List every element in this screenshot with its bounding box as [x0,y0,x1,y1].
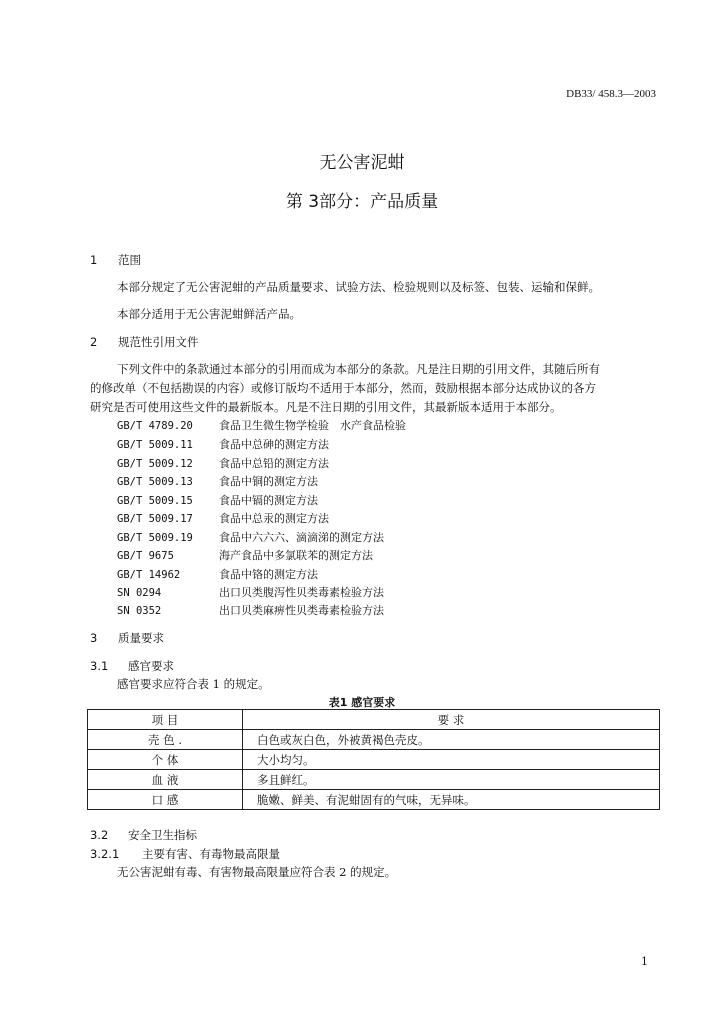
reference-title: 出口贝类麻痹性贝类毒素检验方法 [219,604,384,617]
reference-item [117,417,406,433]
paragraph: 感官要求应符合表 1 的规定。 [117,677,270,691]
section-number: 3 [90,631,98,645]
reference-title: 食品中总砷的测定方法 [219,438,329,451]
table-header-cell: 要 求 [243,710,660,730]
table-row [88,730,660,750]
reference-item [117,510,329,526]
reference-item [117,473,318,489]
section-title: 质量要求 [118,631,164,645]
section-number: 1 [90,253,98,267]
reference-title: 出口贝类腹泻性贝类毒素检验方法 [219,586,384,599]
section-3-2-heading [90,827,197,843]
section-number: 3.2 [90,828,109,842]
section-title: 主要有害、有毒物最高限量 [142,847,280,861]
reference-code: SN 0294 [117,587,162,599]
paragraph-line: 的修改单（不包括勘误的内容）或修订版均不适用于本部分，然而，鼓励根据本部分达成协议的各方 [90,381,596,395]
section-3-2-1-heading [90,846,280,862]
reference-item [117,492,318,508]
reference-item [117,547,373,563]
reference-code: SN 0352 [117,605,162,617]
document-subtitle: 第 3部分：产品质量 [285,192,439,212]
section-number: 2 [90,335,98,349]
section-title: 感官要求 [128,659,174,673]
table-cell-item: 个 体 [88,750,243,770]
paragraph: 本部分适用于无公害泥蚶鲜活产品。 [117,307,301,321]
reference-title: 食品中铬的测定方法 [219,568,318,581]
reference-title: 食品中镉的测定方法 [219,494,318,507]
standard-number: DB33/ 458.3—2003 [566,88,656,100]
reference-code: GB/T 5009.13 [117,476,193,488]
table-cell-requirement: 大小均匀。 [243,750,660,770]
paragraph-line: 下列文件中的条款通过本部分的引用而成为本部分的条款。凡是注日期的引用文件，其随后所有 [117,362,600,376]
table-header-row [88,710,660,730]
table-cell-item: 口 感 [88,790,243,810]
table-cell-requirement: 白色或灰白色，外被黄褐色壳皮。 [243,730,660,750]
reference-code: GB/T 14962 [117,569,181,581]
section-3-heading [90,630,164,646]
document-title: 无公害泥蚶 [319,153,405,173]
reference-code: GB/T 5009.19 [117,532,193,544]
table-header-cell: 项 目 [88,710,243,730]
paragraph: 无公害泥蚶有毒、有害物最高限量应符合表 2 的规定。 [117,865,397,879]
table-cell-item: 壳 色 . [88,730,243,750]
table-row [88,750,660,770]
section-3-1-heading [90,658,174,674]
paragraph-line: 研究是否可使用这些文件的最新版本。凡是不注日期的引用文件，其最新版本适用于本部分。 [90,400,562,414]
reference-code: GB/T 5009.15 [117,495,193,507]
section-title: 安全卫生指标 [128,828,197,842]
table-caption: 表1 感官要求 [328,696,396,709]
page-number: 1 [641,955,648,968]
table-row [88,770,660,790]
reference-title: 海产食品中多氯联苯的测定方法 [219,549,373,562]
table-cell-item: 血 液 [88,770,243,790]
section-number: 3.1 [90,659,109,673]
reference-title: 食品中总铅的测定方法 [219,457,329,470]
reference-title: 食品中总汞的测定方法 [219,512,329,525]
table-row [88,790,660,810]
reference-code: GB/T 5009.12 [117,458,193,470]
reference-code: GB/T 5009.11 [117,439,193,451]
table-cell-requirement: 脆嫩、鲜美、有泥蚶固有的气味，无异味。 [243,790,660,810]
paragraph: 本部分规定了无公害泥蚶的产品质量要求、试验方法、检验规则以及标签、包装、运输和保鲜。 [117,280,600,294]
reference-title: 食品中铜的测定方法 [219,475,318,488]
sensory-requirements-table [87,709,660,810]
section-2-heading [90,334,199,350]
reference-item [117,455,329,471]
reference-code: GB/T 4789.20 [117,420,193,432]
reference-code: GB/T 5009.17 [117,513,193,525]
reference-item [117,436,329,452]
reference-title: 食品中六六六、滴滴涕的测定方法 [219,531,384,544]
reference-item [117,602,384,618]
reference-item [117,566,318,582]
section-title: 规范性引用文件 [118,335,199,349]
section-title: 范围 [118,253,141,267]
section-number: 3.2.1 [90,847,120,861]
reference-title: 食品卫生微生物学检验 水产食品检验 [219,419,406,432]
reference-code: GB/T 9675 [117,550,174,562]
reference-item [117,584,384,600]
reference-item [117,529,384,545]
section-1-heading [90,252,141,268]
table-cell-requirement: 多且鲜红。 [243,770,660,790]
